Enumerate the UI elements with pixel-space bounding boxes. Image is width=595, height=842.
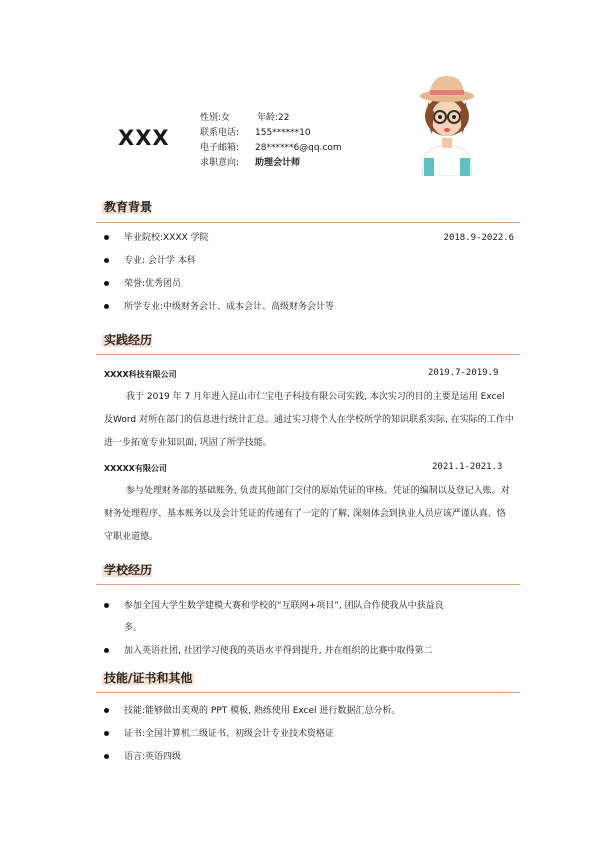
list-item bbox=[104, 277, 514, 291]
education-school: 毕业院校:XXXX 学院 bbox=[124, 233, 209, 243]
age-label: 年龄:22 bbox=[257, 113, 290, 123]
bullet-icon bbox=[104, 258, 109, 263]
phone-label: 联系电话: bbox=[200, 128, 240, 138]
section-divider bbox=[96, 692, 520, 693]
education-honor: 荣誉:优秀团员 bbox=[124, 279, 182, 289]
email-value: 28******6@qq.com bbox=[255, 143, 342, 153]
section-divider bbox=[96, 354, 520, 355]
bullet-icon bbox=[104, 235, 109, 240]
company-name: XXXXX有限公司 bbox=[104, 464, 167, 473]
bullet-icon bbox=[104, 603, 109, 608]
list-item bbox=[104, 727, 514, 741]
education-courses: 所学专业:中级财务会计、成本会计、高级财务会计等 bbox=[124, 302, 335, 312]
gender-label: 性别:女 bbox=[200, 113, 231, 123]
job-value: 助理会计师 bbox=[255, 158, 301, 168]
list-item bbox=[104, 300, 514, 314]
company-name: XXXX科技有限公司 bbox=[104, 370, 177, 379]
list-item bbox=[104, 599, 514, 639]
job-label: 求职意向: bbox=[200, 158, 240, 168]
practice-desc-text: 我于 2019 年 7 月年进入昆山市仁宝电子科技有限公司实践, 本次实习的目的主要是运用 Excel 及Word 对所在部门的信息进行统计汇总。通过实习将个人在学校所学的知识联系实际, 在实际的工作中进一步拓宽专业知识面, 巩固了所学技能。 bbox=[104, 392, 514, 448]
bullet-icon bbox=[104, 754, 109, 759]
bullet-icon bbox=[104, 731, 109, 736]
candidate-name: XXX bbox=[118, 126, 170, 150]
list-item bbox=[104, 254, 514, 268]
email-label: 电子邮箱: bbox=[200, 143, 240, 153]
section-title-practice: 实践经历 bbox=[104, 333, 153, 347]
section-title-school: 学校经历 bbox=[104, 563, 153, 577]
practice-desc-text: 参与处理财务部的基础账务, 负责其他部门交付的原始凭证的审核、凭证的编制以及登记入账。对财务处理程序、基本账务以及会计凭证的传递有了一定的了解, 深刻体会到执业人员应该严谨认真、恪守职业道德。 bbox=[104, 486, 510, 542]
bullet-icon bbox=[104, 304, 109, 309]
section-title-skills: 技能/证书和其他 bbox=[104, 671, 193, 685]
skills-item: 语言:英语四级 bbox=[124, 752, 182, 762]
education-major: 专业: 会计学 本科 bbox=[124, 256, 196, 266]
bullet-icon bbox=[104, 708, 109, 713]
school-item-line1: 加入英语社团, 社团学习使我的英语水平得到提升, 并在组织的比赛中取得第二 bbox=[124, 646, 433, 656]
school-item-line1: 参加全国大学生数学建模大赛和学校的“互联网+项目”, 团队合作使我从中获益良 bbox=[124, 601, 444, 611]
phone-value: 155******10 bbox=[255, 128, 311, 138]
bullet-icon bbox=[104, 281, 109, 286]
list-item bbox=[104, 644, 514, 658]
practice-description bbox=[104, 386, 514, 455]
practice-description bbox=[104, 480, 514, 549]
practice-date: 2021.1-2021.3 bbox=[432, 462, 503, 472]
bullet-icon bbox=[104, 648, 109, 653]
list-item bbox=[104, 704, 514, 718]
skills-item: 技能:能够做出美观的 PPT 模板, 熟练使用 Excel 进行数据汇总分析。 bbox=[124, 706, 401, 716]
skills-item: 证书:全国计算机二级证书、初级会计专业技术资格证 bbox=[124, 729, 335, 739]
avatar-illustration-icon bbox=[418, 72, 476, 176]
education-date: 2018.9-2022.6 bbox=[443, 233, 514, 243]
list-item bbox=[104, 231, 514, 245]
section-divider bbox=[96, 584, 520, 585]
practice-date: 2019.7-2019.9 bbox=[428, 368, 499, 378]
section-divider bbox=[96, 222, 520, 223]
school-item-line2: 多。 bbox=[124, 623, 143, 633]
list-item bbox=[104, 750, 514, 764]
section-title-education: 教育背景 bbox=[104, 200, 153, 214]
